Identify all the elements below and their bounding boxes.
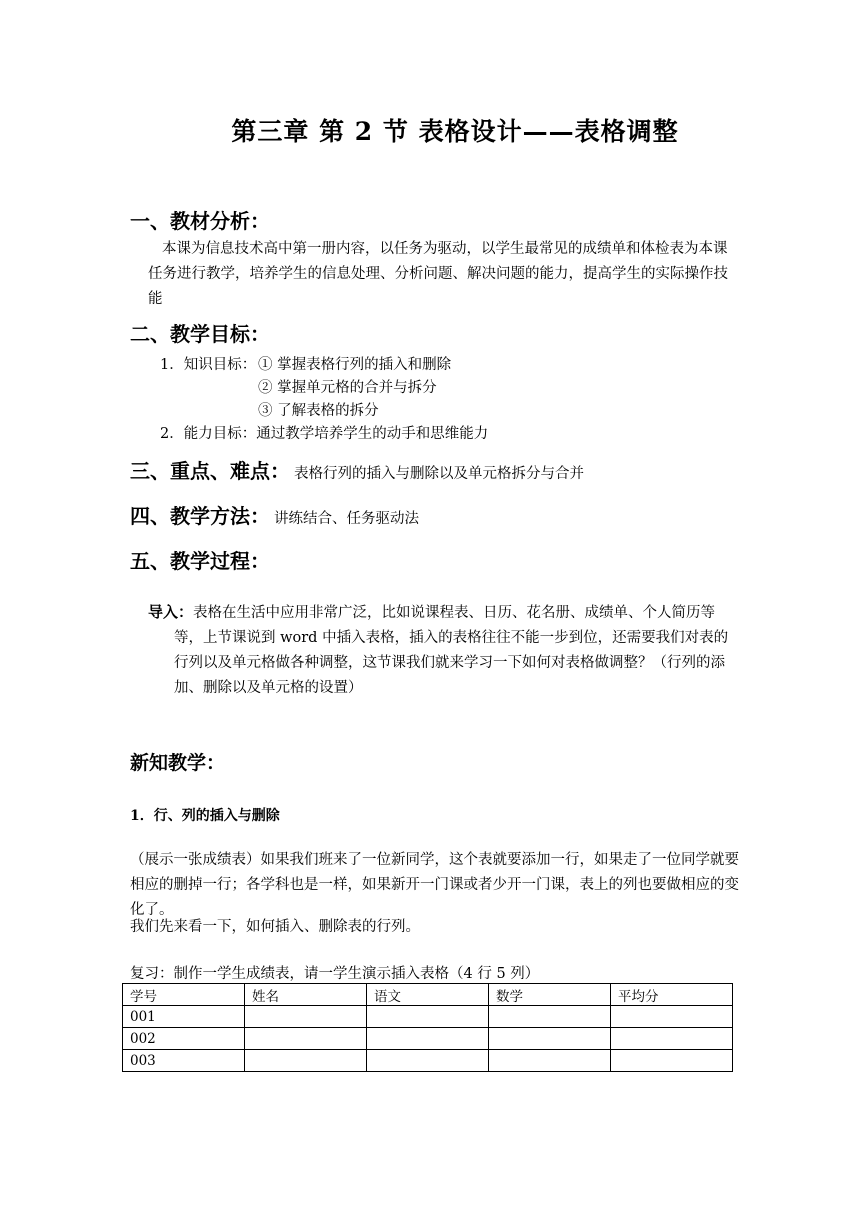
header-cell: 学号 [123, 984, 245, 1006]
table-cell: 003 [123, 1050, 245, 1072]
intro-label: 导入： [148, 603, 194, 621]
table-cell [489, 1050, 611, 1072]
methods-text: 讲练结合、任务驱动法 [274, 511, 419, 527]
table-cell [367, 1006, 489, 1028]
table-cell [489, 1006, 611, 1028]
header-cell: 语文 [367, 984, 489, 1006]
section-heading-process: 五、教学过程： [130, 549, 270, 573]
knowledge-item-3: ③ 了解表格的拆分 [258, 403, 379, 419]
ability-objective: 2．能力目标：通过教学培养学生的动手和思维能力 [160, 426, 489, 442]
review-caption: 复习：制作一学生成绩表，请一学生演示插入表格（4 行 5 列） [130, 966, 540, 982]
table-header-row [123, 984, 733, 1006]
header-cell: 平均分 [611, 984, 733, 1006]
table-cell: 001 [123, 1006, 245, 1028]
grade-table [122, 983, 733, 1072]
table-row [123, 1028, 733, 1050]
table-cell [367, 1050, 489, 1072]
page-title: 第三章 第 2 节 表格设计——表格调整 [231, 117, 679, 146]
knowledge-item-2: ② 掌握单元格的合并与拆分 [258, 380, 437, 396]
key-points-text: 表格行列的插入与删除以及单元格拆分与合并 [294, 466, 584, 482]
table-cell: 002 [123, 1028, 245, 1050]
knowledge-item-1: ① 掌握表格行列的插入和删除 [258, 357, 452, 373]
table-row [123, 1006, 733, 1028]
table-cell [367, 1028, 489, 1050]
table-cell [245, 1028, 367, 1050]
table-cell [611, 1050, 733, 1072]
intro-text: 表格在生活中应用非常广泛，比如说课程表、日历、花名册、成绩单、个人简历等等，上节课说到 word 中插入表格，插入的表格往往不能一步到位，还需要我们对表的行列以及单元格做各种调整，这节课我们就来学习一下如何对表格做调整？（行列的添加、删除以及单元格的设置） [174, 605, 729, 696]
methods-label: 四、教学方法： [130, 504, 270, 528]
table-row [123, 1050, 733, 1072]
body-paragraph-1: （展示一张成绩表）如果我们班来了一位新同学，这个表就要添加一行，如果走了一位同学就要相应的删掉一行；各学科也是一样，如果新开一门课或者少开一门课，表上的列也要做相应的变化了。 [130, 852, 739, 918]
table-cell [611, 1028, 733, 1050]
section-heading-key-points [130, 455, 584, 484]
analysis-paragraph: 本课为信息技术高中第一册内容，以任务为驱动，以学生最常见的成绩单和体检表为本课任务进行教学，培养学生的信息处理、分析问题、解决问题的能力，提高学生的实际操作技能 [148, 241, 728, 307]
section-heading-analysis: 一、教材分析： [130, 209, 270, 233]
subsection-heading: 1．行、列的插入与删除 [130, 808, 280, 824]
key-points-label: 三、重点、难点： [130, 459, 290, 483]
body-paragraph-2: 我们先来看一下，如何插入、删除表的行列。 [130, 919, 420, 935]
header-cell: 数学 [489, 984, 611, 1006]
new-teaching-heading: 新知教学： [130, 752, 226, 774]
table-cell [245, 1006, 367, 1028]
section-heading-methods [130, 500, 419, 529]
table-cell [245, 1050, 367, 1072]
table-cell [611, 1006, 733, 1028]
knowledge-objective-label: 1．知识目标： [160, 357, 257, 373]
table-cell [489, 1028, 611, 1050]
intro-paragraph [148, 600, 740, 701]
header-cell: 姓名 [245, 984, 367, 1006]
section-heading-objectives: 二、教学目标： [130, 322, 270, 346]
